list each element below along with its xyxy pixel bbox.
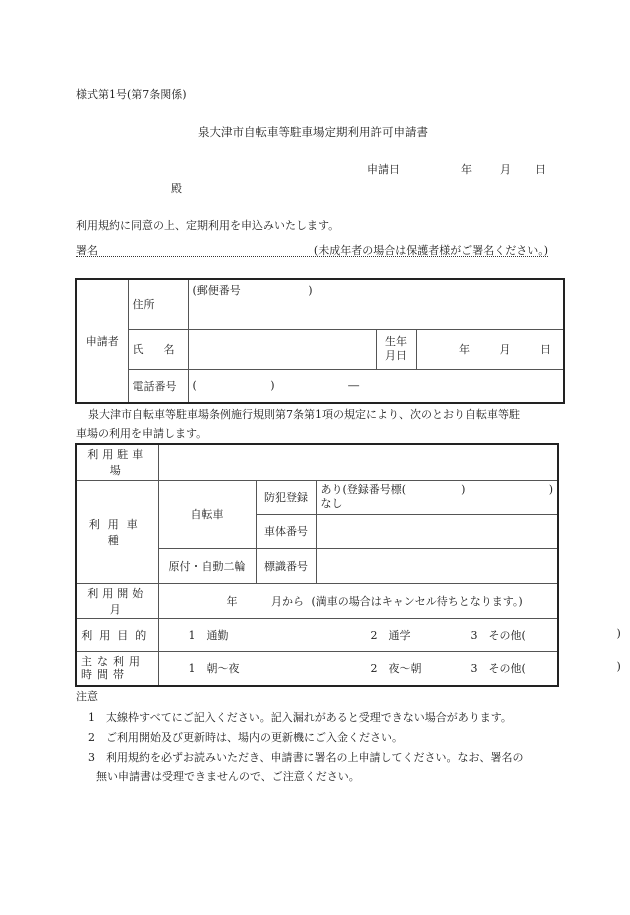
time-options [158,651,621,686]
start-month-field[interactable] [158,583,558,618]
application-date-label: 申請日 [367,163,400,176]
name-field[interactable] [188,329,376,369]
note-item: 3 利用規約を必ずお読みいただき、申請書に署名の上申請してください。なお、署名の [88,751,524,764]
applicant-group-label: 申請者 [76,279,128,403]
start-month-from: 月から [271,594,304,608]
usage-table [75,443,621,687]
parking-label: 利用駐車場 [76,444,158,480]
signature-label: 署名 [76,244,98,257]
notes-heading: 注意 [76,690,98,703]
time-other-close: ) [616,660,621,674]
purpose-other-close: ) [616,626,621,640]
phone-close: ) [270,379,275,393]
phone-dash: ― [348,379,360,393]
birthdate-label-1: 生年 [385,335,407,348]
time-label-1: 主な利用 [81,655,145,669]
note-item: 1 太線枠すべてにご記入ください。記入漏れがあると受理できない場合があります。 [88,711,512,724]
plate-number-field[interactable] [316,548,558,583]
phone-label: 電話番号 [128,369,188,403]
purpose-options [158,618,621,651]
regulation-text-line-1: 泉大津市自転車等駐車場条例施行規則第7条第1項の規定により、次のとおり自転車等駐 [88,408,520,421]
name-label-1: 氏 [132,343,144,356]
start-note: (満車の場合はキャンセル待ちとなります。) [311,594,523,608]
vehicle-type-label: 利用車種 [76,480,158,583]
phone-field[interactable] [188,369,564,403]
birth-year: 年 [459,343,471,356]
birth-month: 月 [499,343,511,356]
birthdate-label [376,329,416,369]
time-option-night[interactable]: 2 夜～朝 [370,662,422,676]
time-label [76,651,158,686]
moped-label: 原付・自動二輪 [158,548,256,583]
plate-number-label: 標識番号 [256,548,316,583]
parking-field[interactable] [158,444,558,480]
applicant-table [75,278,565,404]
birthdate-field[interactable] [416,329,564,369]
crime-prevention-yes-close: ) [548,483,554,496]
note-item: 2 ご利用開始及び更新時は、場内の更新機にご入金ください。 [88,731,403,744]
address-field[interactable] [188,279,564,329]
postal-code-close: ) [308,284,313,297]
application-date-day: 日 [535,163,546,176]
crime-prevention-yes[interactable]: あり(登録番号標( ) [320,483,466,496]
purpose-option-commute[interactable]: 1 通勤 [188,628,229,642]
crime-prevention-field[interactable] [316,480,558,514]
frame-number-field[interactable] [316,514,558,548]
time-option-day[interactable]: 1 朝～夜 [188,662,240,676]
birthdate-label-2: 月日 [385,349,407,362]
application-date-month: 月 [500,163,511,176]
birth-day: 日 [540,343,552,356]
address-label: 住所 [128,279,188,329]
name-label [128,329,188,369]
phone-open: ( [192,379,197,393]
signature-note: (未成年者の場合は保護者様がご署名ください。) [313,244,548,257]
frame-number-label: 車体番号 [256,514,316,548]
time-option-other[interactable]: 3 その他( [470,662,526,676]
purpose-option-school[interactable]: 2 通学 [370,628,411,642]
time-label-2: 時間帯 [81,668,129,682]
signature-field[interactable] [76,242,548,257]
regulation-text-line-2: 車場の利用を申請します。 [76,427,208,440]
postal-code-label: (郵便番号 [192,284,241,297]
crime-prevention-no[interactable]: なし [320,497,343,510]
purpose-option-other[interactable]: 3 その他( [470,628,526,642]
start-year: 年 [226,594,238,608]
application-date-year: 年 [461,163,472,176]
start-month-label: 利用開始月 [76,583,158,618]
note-item: 無い申請書は受理できませんので、ご注意ください。 [96,770,360,783]
agreement-text: 利用規約に同意の上、定期利用を申込みいたします。 [76,219,340,232]
page-title: 泉大津市自転車等駐車場定期利用許可申請書 [198,125,428,139]
purpose-label: 利用目的 [76,618,158,651]
name-label-2: 名 [163,343,175,356]
addressee-suffix: 殿 [171,182,182,195]
form-number: 様式第1号(第7条関係) [76,88,187,101]
bicycle-label: 自転車 [158,480,256,548]
crime-prevention-label: 防犯登録 [256,480,316,514]
